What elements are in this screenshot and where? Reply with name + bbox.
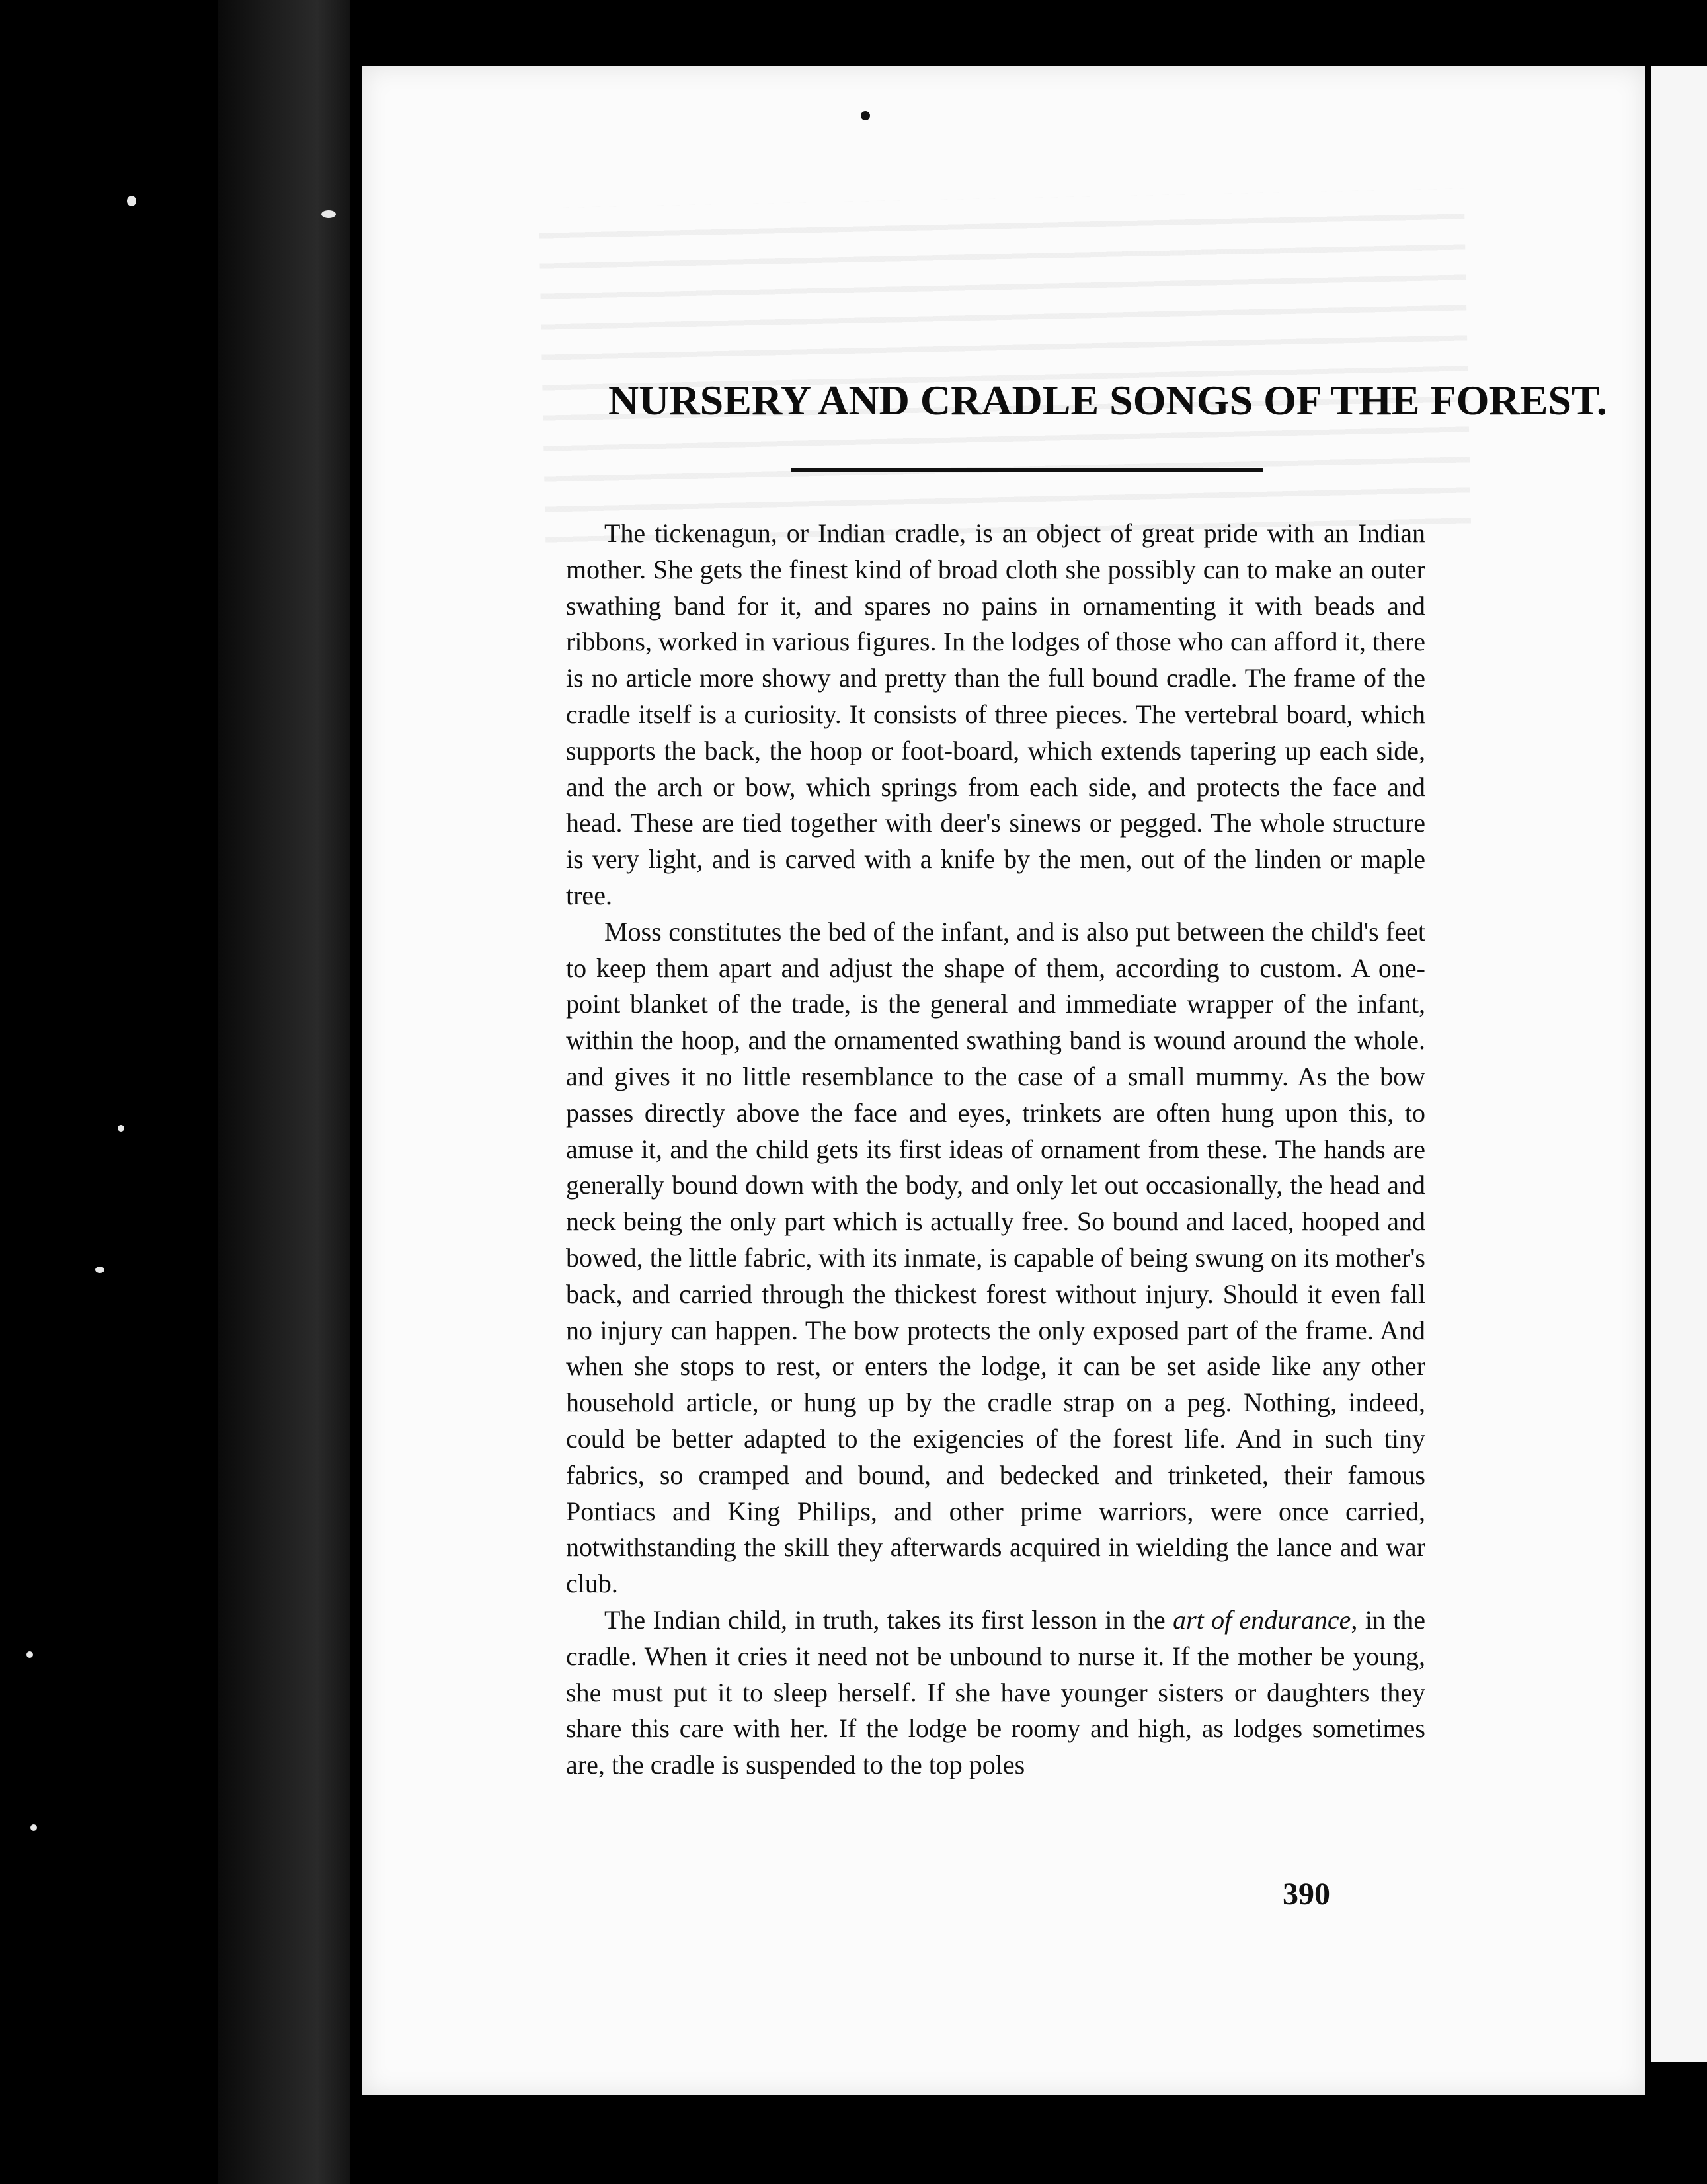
adjacent-page-edge bbox=[1651, 66, 1707, 2062]
body-text bbox=[566, 516, 1425, 1783]
book-binding bbox=[218, 0, 350, 2184]
title-rule bbox=[791, 468, 1263, 472]
paragraph-2: Moss constitutes the bed of the infant, and is also put between the child's feet to keep them apart and adjust the shape of them, according to custom. A one-point blanket of the trade, is the general and immediate wrapper of the infant, within the hoop, and the ornamented swathing band is wound around the whole. and gives it no little resemblance to the case of a small mummy. As the bow passes directly above the face and eyes, trinkets are often hung upon this, to amuse it, and the child gets its first ideas of ornament from these. The hands are generally bound down with the body, and only let out occasionally, the head and neck being the only part which is actually free. So bound and laced, hooped and bowed, the little fabric, with its inmate, is capable of being swung on its mother's back, and carried through the thickest forest without injury. Should it even fall no injury can happen. The bow protects the only exposed part of the frame. And when she stops to rest, or enters the lodge, it can be set aside like any other household article, or hung up by the cradle strap on a peg. Nothing, indeed, could be better adapted to the exigencies of the forest life. And in such tiny fabrics, so cramped and bound, and bedecked and trinketed, their famous Pontiacs and King Philips, and other prime warriors, were once carried, notwithstanding the skill they afterwards acquired in wielding the lance and war club. bbox=[566, 916, 1425, 1599]
scan-speck bbox=[118, 1125, 124, 1132]
ink-dot bbox=[861, 111, 870, 120]
page-number: 390 bbox=[1283, 1877, 1330, 1912]
italic-phrase: art of endurance bbox=[1173, 1604, 1351, 1635]
scan-speck bbox=[30, 1824, 37, 1831]
scan-speck bbox=[26, 1651, 33, 1658]
paragraph-3-end: , in the cradle. When it cries it need not be unbound to nurse it. If the mother be young, she must put it to sleep herself. If she have younger sisters or daughters they share this care with her. If the lodge be roomy and high, as lodges sometimes are, the cradle is suspended to the top poles bbox=[566, 1604, 1426, 1780]
scan-speck bbox=[95, 1267, 104, 1273]
show-through-text bbox=[539, 188, 1607, 551]
paragraph-3-start: The Indian child, in truth, takes its first lesson in the bbox=[604, 1604, 1173, 1635]
paragraph-1: The tickenagun, or Indian cradle, is an object of great pride with an Indian mother. She gets the finest kind of broad cloth she possibly can to make an outer swathing band for it, and spares no pains in ornamenting it with beads and ribbons, worked in various figures. In the lodges of those who can afford it, there is no article more showy and pretty than the full bound cradle. The frame of the cradle itself is a curiosity. It consists of three pieces. The vertebral board, which supports the back, the hoop or foot-board, which extends tapering up each side, and the arch or bow, which springs from each side, and protects the face and head. These are tied together with deer's sinews or pegged. The whole structure is very light, and is carved with a knife by the men, out of the linden or maple tree. bbox=[566, 518, 1425, 910]
scan-speck bbox=[321, 210, 336, 218]
chapter-title: NURSERY AND CRADLE SONGS OF THE FOREST. bbox=[608, 377, 1607, 424]
paragraph-3 bbox=[566, 1602, 1425, 1783]
scan-speck bbox=[127, 196, 136, 206]
